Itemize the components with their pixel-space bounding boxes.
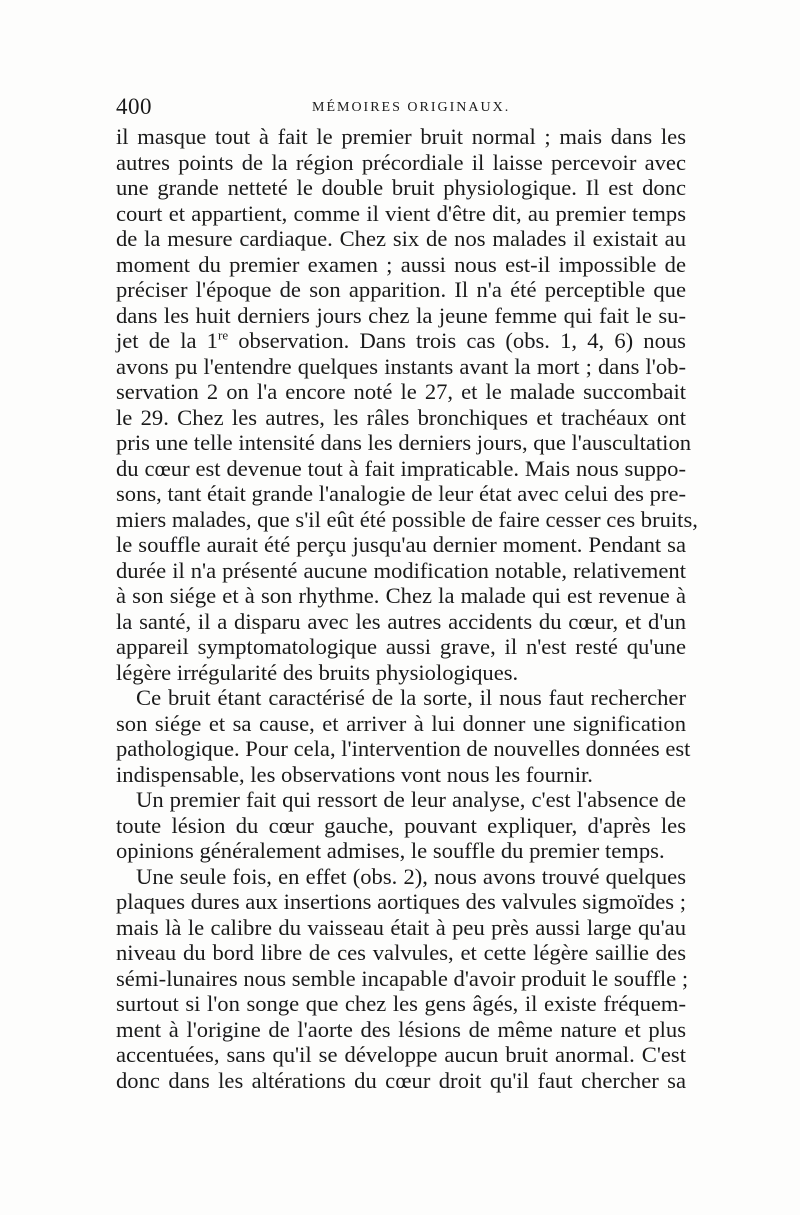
text-line: plaques dures aux insertions aortiques des valvules sigmoïdes ; bbox=[116, 889, 686, 914]
page-number: 400 bbox=[116, 94, 152, 119]
text-line: servation 2 on l'a encore noté le 27, et le malade succombait bbox=[116, 379, 686, 404]
text-line: court et appartient, comme il vient d'être dit, au premier temps bbox=[116, 200, 686, 226]
text-line: durée il n'a présenté aucune modification notable, relativement bbox=[116, 557, 686, 583]
text-line: avons pu l'entendre quelques instants avant la mort ; dans l'ob- bbox=[116, 353, 686, 379]
text-line: toute lésion du cœur gauche, pouvant expliquer, d'après les bbox=[116, 812, 686, 838]
text-line: sons, tant était grande l'analogie de leur état avec celui des pre- bbox=[116, 481, 686, 506]
running-title: MÉMOIRES ORIGINAUX. bbox=[312, 100, 511, 115]
text-line: pathologique. Pour cela, l'intervention de nouvelles données est bbox=[116, 736, 691, 761]
text-line: pris une telle intensité dans les derniers jours, que l'auscultation bbox=[116, 430, 692, 455]
text-line: moment du premier examen ; aussi nous est-il impossible de bbox=[116, 251, 686, 277]
text-line: mais là le calibre du vaisseau était à peu près aussi large qu'au bbox=[116, 914, 686, 940]
text-line: il masque tout à fait le premier bruit normal ; mais dans les bbox=[116, 124, 686, 149]
text-line: indispensable, les observations vont nous les fournir. bbox=[116, 761, 593, 787]
text-line: Une seule fois, en effet (obs. 2), nous avons trouvé quelques bbox=[136, 863, 686, 889]
text-line: son siége et sa cause, et arriver à lui donner une signification bbox=[116, 710, 686, 736]
running-head bbox=[116, 94, 686, 120]
text-line: la santé, il a disparu avec les autres accidents du cœur, et d'un bbox=[116, 608, 686, 634]
text-line: appareil symptomatologique aussi grave, il n'est resté qu'une bbox=[116, 634, 686, 659]
text-line: sémi-lunaires nous semble incapable d'avoir produit le souffle ; bbox=[116, 965, 689, 991]
text-line: opinions généralement admises, le souffle du premier temps. bbox=[116, 838, 665, 863]
superscript: re bbox=[217, 327, 229, 343]
text-line-part: observation. Dans trois cas (obs. 1, 4, 6) nous bbox=[228, 328, 686, 353]
text-line bbox=[116, 328, 686, 354]
text-line: accentuées, sans qu'il se développe aucun bruit anormal. C'est bbox=[116, 1042, 686, 1067]
text-body bbox=[116, 124, 698, 1093]
text-line: donc dans les altérations du cœur droit qu'il faut chercher sa bbox=[116, 1067, 686, 1093]
text-line: de la mesure cardiaque. Chez six de nos malades il existait au bbox=[116, 226, 686, 251]
text-line: préciser l'époque de son apparition. Il n'a été perceptible que bbox=[116, 277, 686, 302]
text-line: Un premier fait qui ressort de leur analyse, c'est l'absence de bbox=[136, 787, 686, 812]
text-line-part: jet de la 1 bbox=[116, 328, 218, 353]
text-line: ment à l'origine de l'aorte des lésions de même nature et plus bbox=[116, 1016, 686, 1042]
text-line: du cœur est devenue tout à fait impraticable. Mais nous suppo- bbox=[116, 455, 686, 481]
text-line: autres points de la région précordiale il laisse percevoir avec bbox=[116, 149, 686, 175]
text-line: le 29. Chez les autres, les râles bronchiques et trachéaux ont bbox=[116, 404, 686, 430]
text-line: le souffle aurait été perçu jusqu'au dernier moment. Pendant sa bbox=[116, 532, 686, 557]
text-line: Ce bruit étant caractérisé de la sorte, il nous faut rechercher bbox=[136, 685, 686, 710]
text-line: légère irrégularité des bruits physiologiques. bbox=[116, 659, 519, 685]
text-line: niveau du bord libre de ces valvules, et cette légère saillie des bbox=[116, 940, 686, 965]
text-line: dans les huit derniers jours chez la jeune femme qui fait le su- bbox=[116, 302, 686, 328]
text-line: à son siége et à son rhythme. Chez la malade qui est revenue à bbox=[116, 583, 686, 608]
text-line: surtout si l'on songe que chez les gens âgés, il existe fréquem- bbox=[116, 991, 686, 1016]
text-line: une grande netteté le double bruit physiologique. Il est donc bbox=[116, 175, 686, 200]
text-line: miers malades, que s'il eût été possible de faire cesser ces bruits, bbox=[116, 506, 698, 532]
